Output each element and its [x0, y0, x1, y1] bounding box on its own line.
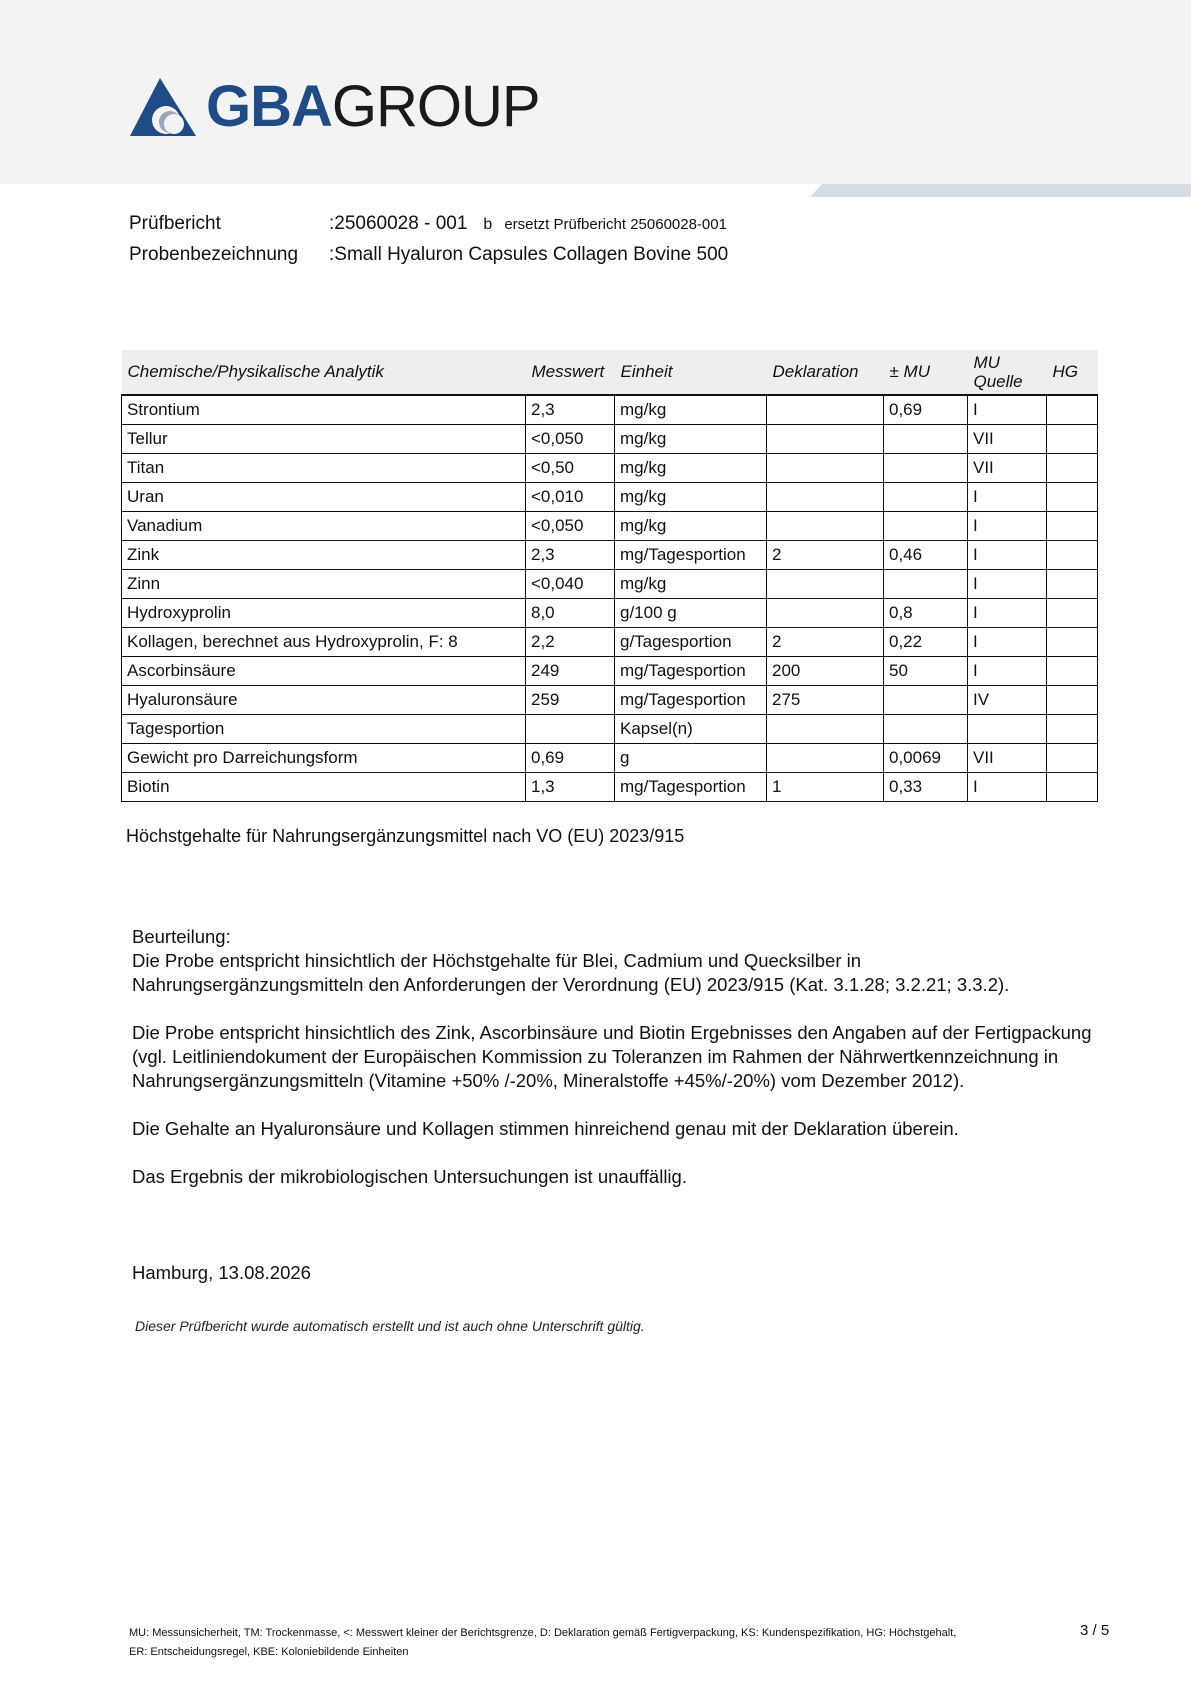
- cell-value: <0,010: [526, 483, 615, 512]
- table-body: [122, 395, 1098, 802]
- cell-mu-source: I: [968, 483, 1047, 512]
- cell-mu: [884, 570, 968, 599]
- cell-hg: [1047, 686, 1098, 715]
- cell-mu-source: I: [968, 657, 1047, 686]
- logo-wordmark: [206, 74, 540, 140]
- cell-unit: g: [615, 744, 767, 773]
- cell-value: 259: [526, 686, 615, 715]
- header-divider-accent: [810, 184, 1191, 197]
- cell-hg: [1047, 599, 1098, 628]
- cell-unit: mg/Tagesportion: [615, 773, 767, 802]
- cell-hg: [1047, 744, 1098, 773]
- cell-value: [526, 715, 615, 744]
- sample-row: [129, 239, 728, 270]
- cell-analyte: Uran: [122, 483, 526, 512]
- cell-mu: [884, 483, 968, 512]
- col-header-declaration: Deklaration: [767, 350, 884, 395]
- cell-mu-source: VII: [968, 454, 1047, 483]
- table-footnote: Höchstgehalte für Nahrungsergänzungsmittel nach VO (EU) 2023/915: [126, 826, 685, 846]
- cell-mu: 0,46: [884, 541, 968, 570]
- cell-unit: mg/kg: [615, 395, 767, 425]
- col-header-hg: HG: [1047, 350, 1098, 395]
- col-header-analyte: Chemische/Physikalische Analytik: [122, 350, 526, 395]
- col-header-mu-source: MU Quelle: [968, 350, 1047, 395]
- logo-brand-regular: GROUP: [331, 74, 540, 139]
- cell-value: <0,040: [526, 570, 615, 599]
- cell-unit: mg/Tagesportion: [615, 541, 767, 570]
- cell-unit: g/Tagesportion: [615, 628, 767, 657]
- table-row: [122, 744, 1098, 773]
- cell-analyte: Strontium: [122, 395, 526, 425]
- report-number: :25060028 - 001: [329, 212, 468, 234]
- cell-declaration: [767, 570, 884, 599]
- report-replaces: ersetzt Prüfbericht 25060028-001: [504, 215, 727, 233]
- cell-mu-source: [968, 715, 1047, 744]
- cell-analyte: Zink: [122, 541, 526, 570]
- cell-analyte: Tellur: [122, 425, 526, 454]
- cell-mu: [884, 715, 968, 744]
- cell-value: 8,0: [526, 599, 615, 628]
- table-row: [122, 657, 1098, 686]
- cell-value: 2,3: [526, 541, 615, 570]
- col-header-mu: ± MU: [884, 350, 968, 395]
- cell-hg: [1047, 773, 1098, 802]
- cell-mu: 0,0069: [884, 744, 968, 773]
- cell-hg: [1047, 483, 1098, 512]
- abbreviations-legend: [129, 1624, 989, 1662]
- cell-mu: 50: [884, 657, 968, 686]
- cell-declaration: 1: [767, 773, 884, 802]
- table-row: [122, 599, 1098, 628]
- cell-value: 0,69: [526, 744, 615, 773]
- cell-analyte: Titan: [122, 454, 526, 483]
- assessment-paragraph: Die Probe entspricht hinsichtlich der Höchstgehalte für Blei, Cadmium und Quecksilber in Nahrungsergänzungsmitteln den Anforderungen der Verordnung (EU) 2023/915 (Kat. 3.1.28; 3.2.21; 3.3.2).: [132, 950, 1010, 995]
- cell-mu-source: VII: [968, 425, 1047, 454]
- cell-declaration: [767, 715, 884, 744]
- table-row: [122, 628, 1098, 657]
- cell-unit: g/100 g: [615, 599, 767, 628]
- cell-mu-source: I: [968, 628, 1047, 657]
- cell-hg: [1047, 454, 1098, 483]
- abbreviations-line: ER: Entscheidungsregel, KBE: Koloniebildende Einheiten: [129, 1646, 409, 1658]
- cell-analyte: Hyaluronsäure: [122, 686, 526, 715]
- table-row: [122, 570, 1098, 599]
- cell-unit: mg/kg: [615, 570, 767, 599]
- cell-declaration: [767, 599, 884, 628]
- table-row: [122, 395, 1098, 425]
- table-row: [122, 454, 1098, 483]
- cell-mu-source: I: [968, 395, 1047, 425]
- cell-mu: [884, 454, 968, 483]
- cell-declaration: [767, 744, 884, 773]
- cell-declaration: [767, 425, 884, 454]
- assessment-paragraph: Die Probe entspricht hinsichtlich des Zink, Ascorbinsäure und Biotin Ergebnisses den Angaben auf der Fertigpackung (vgl. Leitliniendokument der Europäischen Kommission zu Toleranzen im Rahmen der Nährwertkennzeichnung in Nahrungsergänzungsmitteln (Vitamine +50% /-20%, Mineralstoffe +45%/-20%) vom Dezember 2012).: [132, 1022, 1092, 1091]
- cell-declaration: 275: [767, 686, 884, 715]
- cell-hg: [1047, 512, 1098, 541]
- place-date: Hamburg, 13.08.2026: [132, 1262, 311, 1283]
- table-row: [122, 686, 1098, 715]
- cell-declaration: [767, 395, 884, 425]
- cell-declaration: [767, 483, 884, 512]
- cell-value: 1,3: [526, 773, 615, 802]
- abbreviations-line: MU: Messunsicherheit, TM: Trockenmasse, <: Messwert kleiner der Berichtsgrenze, D: Deklaration gemäß Fertigverpackung, KS: Kundenspezifikation, HG: Höchstgehalt,: [129, 1627, 957, 1639]
- cell-mu-source: I: [968, 773, 1047, 802]
- cell-unit: mg/kg: [615, 425, 767, 454]
- cell-unit: mg/kg: [615, 512, 767, 541]
- cell-unit: mg/kg: [615, 483, 767, 512]
- cell-mu-source: I: [968, 599, 1047, 628]
- cell-analyte: Ascorbinsäure: [122, 657, 526, 686]
- cell-mu: [884, 512, 968, 541]
- cell-analyte: Tagesportion: [122, 715, 526, 744]
- automatic-report-note: Dieser Prüfbericht wurde automatisch erstellt und ist auch ohne Unterschrift gültig.: [135, 1318, 645, 1334]
- report-row: [129, 208, 728, 239]
- cell-mu-source: I: [968, 541, 1047, 570]
- cell-mu-source: I: [968, 512, 1047, 541]
- page-number: 3 / 5: [1080, 1622, 1110, 1639]
- table-row: [122, 541, 1098, 570]
- sample-name: :Small Hyaluron Capsules Collagen Bovine 500: [329, 243, 729, 265]
- table-row: [122, 715, 1098, 744]
- cell-analyte: Kollagen, berechnet aus Hydroxyprolin, F: 8: [122, 628, 526, 657]
- results-table: [121, 350, 1098, 802]
- cell-value: 2,2: [526, 628, 615, 657]
- cell-unit: mg/Tagesportion: [615, 657, 767, 686]
- table-row: [122, 512, 1098, 541]
- cell-hg: [1047, 541, 1098, 570]
- assessment-paragraph: Das Ergebnis der mikrobiologischen Untersuchungen ist unauffällig.: [132, 1166, 687, 1187]
- report-value-group: [329, 213, 727, 235]
- cell-mu: 0,33: [884, 773, 968, 802]
- col-header-unit: Einheit: [615, 350, 767, 395]
- cell-unit: mg/kg: [615, 454, 767, 483]
- cell-hg: [1047, 395, 1098, 425]
- cell-mu: 0,69: [884, 395, 968, 425]
- cell-analyte: Gewicht pro Darreichungsform: [122, 744, 526, 773]
- cell-hg: [1047, 628, 1098, 657]
- report-label: Prüfbericht: [129, 212, 221, 234]
- table-row: [122, 773, 1098, 802]
- cell-mu: 0,22: [884, 628, 968, 657]
- gba-triangle-icon: [130, 78, 196, 136]
- cell-value: 2,3: [526, 395, 615, 425]
- cell-mu-source: VII: [968, 744, 1047, 773]
- cell-declaration: [767, 512, 884, 541]
- cell-value: 249: [526, 657, 615, 686]
- cell-mu: [884, 425, 968, 454]
- cell-mu: [884, 686, 968, 715]
- report-version: b: [483, 215, 493, 233]
- table-row: [122, 483, 1098, 512]
- cell-declaration: [767, 454, 884, 483]
- cell-unit: mg/Tagesportion: [615, 686, 767, 715]
- assessment-section: [132, 925, 1092, 1213]
- cell-hg: [1047, 715, 1098, 744]
- cell-unit: Kapsel(n): [615, 715, 767, 744]
- cell-mu: 0,8: [884, 599, 968, 628]
- report-meta: [129, 208, 728, 270]
- cell-analyte: Zinn: [122, 570, 526, 599]
- sample-label: Probenbezeichnung: [129, 243, 299, 265]
- cell-mu-source: I: [968, 570, 1047, 599]
- cell-analyte: Vanadium: [122, 512, 526, 541]
- cell-mu-source: IV: [968, 686, 1047, 715]
- cell-analyte: Hydroxyprolin: [122, 599, 526, 628]
- cell-value: <0,050: [526, 425, 615, 454]
- cell-value: <0,50: [526, 454, 615, 483]
- cell-declaration: 2: [767, 541, 884, 570]
- assessment-paragraph: Die Gehalte an Hyaluronsäure und Kollagen stimmen hinreichend genau mit der Deklaration überein.: [132, 1118, 959, 1139]
- cell-hg: [1047, 657, 1098, 686]
- col-header-value: Messwert: [526, 350, 615, 395]
- cell-value: <0,050: [526, 512, 615, 541]
- cell-hg: [1047, 570, 1098, 599]
- table-header-row: [122, 350, 1098, 395]
- assessment-heading: Beurteilung:: [132, 926, 231, 947]
- table-row: [122, 425, 1098, 454]
- cell-declaration: 200: [767, 657, 884, 686]
- logo-brand-bold: GBA: [206, 74, 332, 139]
- cell-declaration: 2: [767, 628, 884, 657]
- cell-hg: [1047, 425, 1098, 454]
- cell-analyte: Biotin: [122, 773, 526, 802]
- company-logo: [130, 74, 540, 140]
